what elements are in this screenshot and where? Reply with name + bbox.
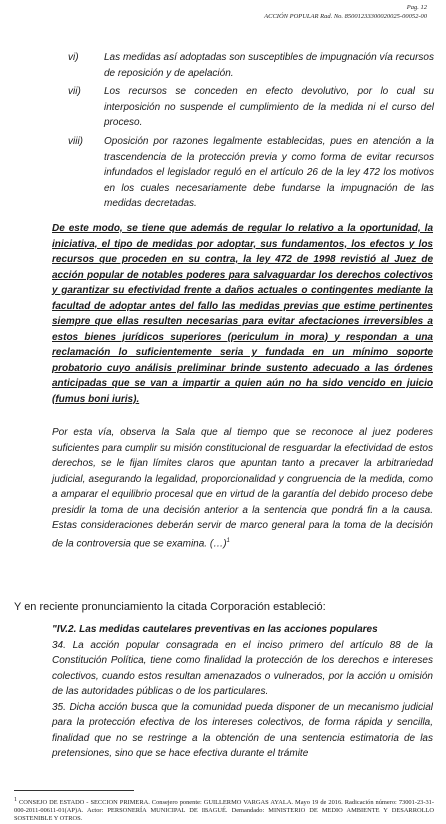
intro-paragraph: Y en reciente pronunciamiento la citada Corporación estableció: [14, 601, 326, 613]
body-paragraph [52, 425, 433, 551]
list-marker-vi: vi) [68, 52, 79, 63]
quote-paragraph-34: 34. La acción popular consagrada en el inciso primero del artículo 88 de la Constitución Política, tiene como finalidad la protección de los derechos e intereses colectivos, cuando estos resultan amenazados o vulnerados, por la acción u omisión de las autoridades públicas o de los particulares. [52, 639, 433, 697]
footnote-text: CONSEJO DE ESTADO - SECCION PRIMERA. Consejero ponente: GUILLERMO VARGAS AYALA. Mayo 19 de 2016. Radicación número: 73001-23-31-000-2011-00611-01(AP)A. Actor: PERSONERÍA MUNICIPAL DE IBAGUÉ. Demandado: MINISTERIO DE MEDIO AMBIENTE Y DESARROLLO SOSTENIBLE Y OTROS. [14, 799, 434, 823]
page-number: Pag. 12 [406, 4, 427, 11]
list-marker-viii: viii) [68, 136, 83, 147]
list-marker-vii: vii) [68, 86, 81, 97]
footnote [14, 796, 434, 823]
footnote-ref: 1 [226, 537, 230, 544]
list-item-vi: Las medidas así adoptadas son susceptibles de impugnación vía recursos de reposición y de apelación. [104, 52, 434, 79]
quote-paragraph-35: 35. Dicha acción busca que la comunidad pueda disponer de un mecanismo judicial para la protección efectiva de los intereses colectivos, de forma rápida y sencilla, finalidad que no se restringe a la obtención de una sentencia estimatoria de las pretensiones, sino que se hace efectiva durante el trámite [52, 701, 433, 759]
footnote-separator [14, 790, 134, 791]
body-paragraph-text: Por esta vía, observa la Sala que al tiempo que se reconoce al juez poderes suficientes para cumplir su misión constitucional de resguardar la efectividad de estos derechos, se le fijan límites claros que apuntan tanto a precaver la arbitrariedad judicial, asegurando la legalidad, proporcionalidad y congruencia de la medida, como a amparar el equilibrio procesal que en virtud de la garantía del debido proceso debe presidir la toma de una decisión anterior a la sentencia que pondrá fin a la causa. Estas consideraciones deberán servir de marco general para la toma de la decisión de la controversia que se examina. (…) [52, 427, 433, 549]
emphasis-paragraph: De este modo, se tiene que además de regular lo relativo a la oportunidad, la iniciativa, el tipo de medidas por adoptar, sus fundamentos, los efectos y los recursos que proceden en su contra, la ley 472 de 1998 revistió al Juez de acción popular de notables poderes para salvaguardar los derechos colectivos y garantizar su efectividad frente a daños actuales o contingentes mediante la facultad de adoptar antes del fallo las medidas previas que estime pertinentes siempre que ellas resulten necesarias para evitar afectaciones irreversibles a estos bienes jurídicos superiores (periculum in mora) y respondan a una reclamación lo suficientemente seria y fundada en un mínimo soporte probatorio cuyo análisis preliminar brinde sustento adecuado a las órdenes anticipadas que se van a impartir a quien aún no ha sido vencido en juicio (fumus boni iuris). [52, 223, 433, 405]
case-reference: ACCIÓN POPULAR Rad. No. 85001233300020025-00052-00 [264, 13, 427, 20]
footnote-number: 1 [14, 797, 17, 803]
quoted-block [52, 622, 433, 762]
list-item-viii: Oposición por razones legalmente establecidas, pues en atención a la trascendencia de la protección previa y como forma de evitar recursos infundados el legislador reguló en el artículo 26 de la ley 472 los motivos en los cuales necesariamente debe fundarse la impugnación de las medidas decretadas. [104, 136, 434, 209]
list-item-vii: Los recursos se conceden en efecto devolutivo, por lo cual su interposición no suspende el cumplimiento de la medida ni el curso del proceso. [104, 86, 434, 128]
quote-heading: "IV.2. Las medidas cautelares preventivas en las acciones populares [52, 624, 378, 635]
